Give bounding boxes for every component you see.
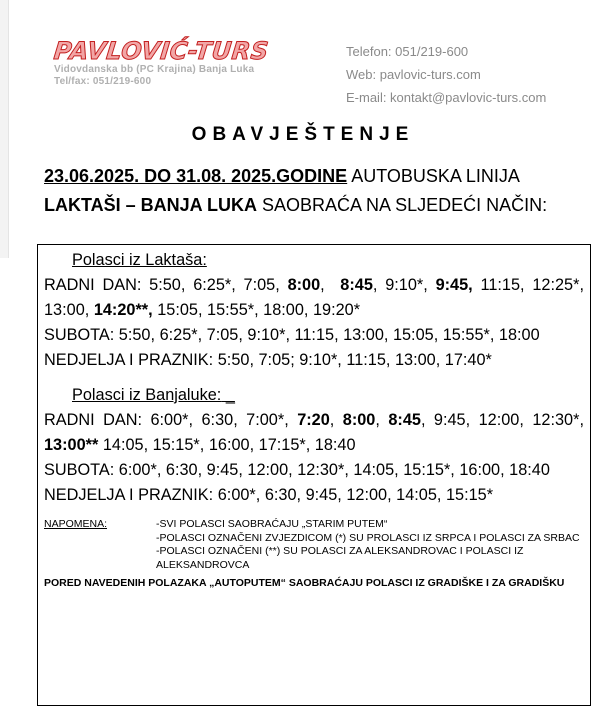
time: 16:00 (208, 436, 250, 454)
note-row (44, 545, 584, 572)
intro-route: LAKTAŠI – BANJA LUKA (44, 195, 258, 215)
time: 6:25* (193, 276, 232, 294)
note-item: -POLASCI OZNAČENI (**) SU POLASCI ZA ALEKSANDROVAC I POLASCI IZ ALEKSANDROVCA (156, 545, 524, 571)
weekday-label: RADNI DAN: (44, 411, 143, 429)
banjaluka-sunday-row: NEDJELJA I PRAZNIK: 6:00*, 6:30, 9:45, 12:00, 14:05, 15:15* (44, 486, 494, 504)
time: 8:00 (342, 411, 376, 429)
page-title: OBAVJEŠTENJE (191, 124, 415, 145)
time: 15:55* (207, 301, 255, 319)
time: 9:10* (385, 276, 424, 294)
time: 11:15 (480, 276, 521, 294)
time: 18:40 (314, 436, 356, 454)
time: 14:05 (102, 436, 144, 454)
note-row (44, 532, 584, 546)
time: 6:30 (201, 411, 234, 429)
time: 11:15 (294, 326, 335, 344)
time: 14:20** (93, 301, 149, 319)
note-item: -POLASCI OZNAČENI ZVJEZDICOM (*) SU PROLASCI IZ SRPCA I POLASCI ZA SRBAC (156, 531, 580, 544)
time: 6:30 (264, 486, 297, 504)
time: 6:30 (165, 461, 198, 479)
time: 9:45 (206, 461, 239, 479)
time: 8:45 (388, 411, 421, 429)
time: 5:50 (217, 351, 250, 369)
time: 5:50 (149, 276, 181, 294)
time: 13:00 (343, 326, 384, 344)
time: 9:45 (433, 411, 466, 429)
time: 14:05 (353, 461, 395, 479)
time: 6:00* (118, 461, 157, 479)
banjaluka-saturday-row: SUBOTA: 6:00*, 6:30, 9:45, 12:00, 12:30*, 14:05, 15:15*, 16:00, 18:40 (44, 461, 550, 479)
time: 19:20* (312, 301, 361, 319)
time: 13:00 (394, 351, 436, 369)
intro-dates: 23.06.2025. DO 31.08. 2025.GODINE (44, 166, 348, 186)
logo-name: PAVLOVIĆ-TURS (52, 37, 271, 65)
intro-text-2: SAOBRAĆA NA SLJEDEĆI NAČIN: (257, 195, 548, 215)
time: 8:00 (287, 276, 321, 294)
time: 7:05 (243, 276, 276, 294)
banjaluka-heading: Polasci iz Banjaluke: _ (72, 386, 235, 404)
time: 17:40* (444, 351, 492, 369)
banjaluka-weekday-row: RADNI DAN: 6:00*, 6:30, 7:00*, 7:20, 8:00, 8:45, 9:45, 12:00, 12:30*, 13:00** 14:05, 15:15*, 16:00, 17:15*, 18:40 (44, 411, 584, 454)
time: 15:15* (403, 461, 451, 479)
time: 17:15* (258, 436, 306, 454)
time: 9:45 (435, 276, 469, 294)
weekday-label: RADNI DAN: (44, 276, 142, 294)
time: 5:50 (118, 326, 151, 344)
time: 6:00* (150, 411, 189, 429)
time: 12:30* (297, 461, 345, 479)
intro-text-1: AUTOBUSKA LINIJA (347, 166, 520, 186)
time: 7:20 (297, 411, 330, 429)
logo-address: Vidovdanska bb (PC Krajina) Banja Luka (54, 64, 255, 75)
sunday-label: NEDJELJA I PRAZNIK: (44, 351, 214, 369)
time: 6:25* (159, 326, 198, 344)
time: 9:10* (299, 351, 338, 369)
time: 16:00 (459, 461, 501, 479)
schedule (44, 248, 584, 508)
intro-text (44, 162, 547, 220)
time: 6:00* (217, 486, 256, 504)
sunday-label: NEDJELJA I PRAZNIK: (44, 486, 214, 504)
contact-web: Web: pavlovic-turs.com (346, 67, 481, 82)
time: 9:10* (247, 326, 286, 344)
time: 9:45 (305, 486, 338, 504)
laktasi-saturday-row: SUBOTA: 5:50, 6:25*, 7:05, 9:10*, 11:15, 13:00, 15:05, 15:55*, 18:00 (44, 326, 540, 344)
saturday-label: SUBOTA: (44, 326, 115, 344)
time: 18:40 (509, 461, 550, 479)
contact-block (346, 40, 546, 109)
time: 13:00 (44, 301, 85, 319)
time: 13:00** (44, 436, 99, 454)
contact-email: E-mail: kontakt@pavlovic-turs.com (346, 90, 547, 105)
time: 15:05 (392, 326, 434, 344)
note-label: NAPOMENA: (44, 518, 108, 530)
logo-tel: Tel/fax: 051/219-600 (54, 76, 152, 87)
time: 7:05 (206, 326, 239, 344)
contact-phone: Telefon: 051/219-600 (346, 44, 469, 59)
time: 11:15 (346, 351, 386, 369)
note-row (44, 518, 584, 532)
laktasi-weekday-row: RADNI DAN: 5:50, 6:25*, 7:05, 8:00, 8:45, 9:10*, 9:45, 11:15, 12:25*, 13:00, 14:20**, 15:05, 15:55*, 18:00, 19:20* (44, 276, 584, 319)
time: 8:45 (340, 276, 373, 294)
time: 15:15* (152, 436, 200, 454)
time: 18:00 (498, 326, 540, 344)
time: 14:05 (396, 486, 437, 504)
time: 15:05 (157, 301, 198, 319)
time: 7:00* (246, 411, 285, 429)
time: 12:30* (532, 411, 580, 429)
time: 12:00 (478, 411, 520, 429)
time: 15:55* (442, 326, 490, 344)
time: 7:05; (258, 351, 295, 369)
saturday-label: SUBOTA: (44, 461, 115, 479)
notes (44, 518, 584, 572)
final-note: PORED NAVEDENIH POLAZAKA „AUTOPUTEM“ SAOBRAĆAJU POLASCI IZ GRADIŠKE I ZA GRADIŠKU (44, 577, 565, 589)
laktasi-heading: Polasci iz Laktaša: (72, 251, 207, 269)
laktasi-sunday-row: NEDJELJA I PRAZNIK: 5:50, 7:05; 9:10*, 11:15, 13:00, 17:40* (44, 351, 492, 369)
time: 12:00 (247, 461, 289, 479)
time: 18:00 (263, 301, 304, 319)
company-logo (54, 38, 304, 88)
schedule-box (37, 244, 591, 706)
time: 12:00 (346, 486, 388, 504)
time: 15:15* (445, 486, 494, 504)
time: 12:25* (532, 276, 580, 294)
note-item: -SVI POLASCI SAOBRAĆAJU „STARIM PUTEM“ (156, 518, 388, 530)
